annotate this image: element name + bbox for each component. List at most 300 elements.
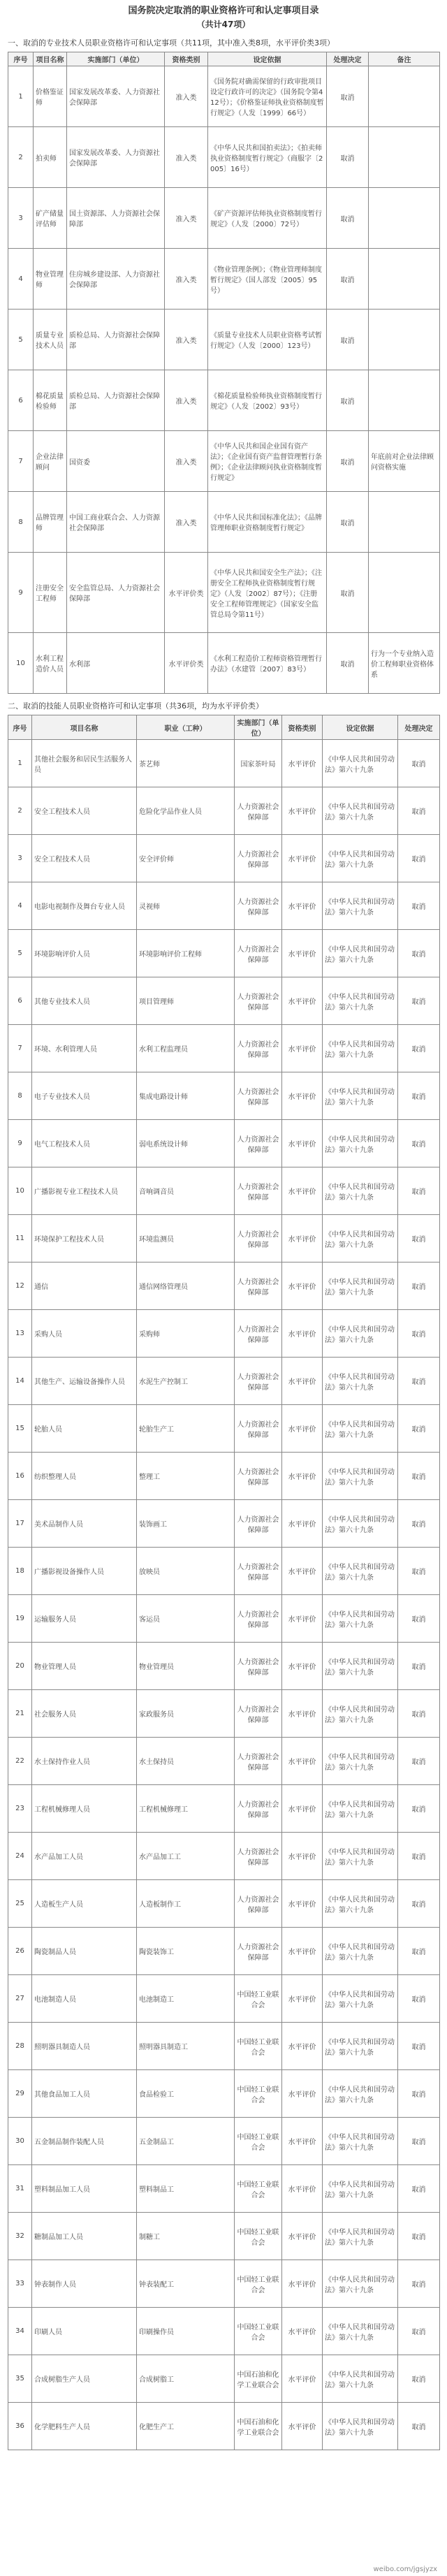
item-name: 电子专业技术人员	[32, 1072, 137, 1120]
item-name: 社会服务人员	[32, 1690, 137, 1738]
occupation: 采购师	[137, 1310, 235, 1358]
qualification-type: 水平评价	[282, 1785, 323, 1833]
qualification-type: 水平评价	[282, 1025, 323, 1072]
department: 人力资源社会保障部	[235, 1785, 282, 1833]
department: 人力资源社会保障部	[235, 1928, 282, 1975]
qualification-type: 水平评价	[282, 1310, 323, 1358]
table-header-row	[8, 715, 440, 740]
table-row	[8, 930, 440, 977]
table-row	[8, 1548, 440, 1595]
qualification-type: 水平评价	[282, 1453, 323, 1500]
table-row	[8, 882, 440, 930]
item-name: 轮胎人员	[32, 1405, 137, 1453]
legal-basis: 《中华人民共和国劳动法》第六十九条	[323, 1072, 398, 1120]
row-number: 18	[8, 1548, 32, 1595]
note: 行为一个专业纳入造价工程师职业资格体系	[369, 633, 440, 694]
qualification-type: 水平评价	[282, 740, 323, 787]
occupation: 安全评价师	[137, 835, 235, 882]
occupation: 照明器具制造工	[137, 2023, 235, 2070]
department: 中国轻工业联合会	[235, 2165, 282, 2213]
item-name: 环境影响评价人员	[32, 930, 137, 977]
table-row	[8, 1215, 440, 1262]
qualification-type: 准入类	[165, 431, 208, 492]
item-name: 物业管理师	[34, 249, 67, 310]
table-row	[8, 1880, 440, 1928]
legal-basis: 《中华人民共和国劳动法》第六十九条	[323, 930, 398, 977]
occupation: 灵视师	[137, 882, 235, 930]
table-row	[8, 1453, 440, 1500]
item-name: 电池制造人员	[32, 1975, 137, 2023]
legal-basis: 《中华人民共和国劳动法》第六十九条	[323, 977, 398, 1025]
occupation: 陶瓷装饰工	[137, 1928, 235, 1975]
department: 人力资源社会保障部	[235, 1405, 282, 1453]
note: 年底前对企业法律顾问资格实施	[369, 431, 440, 492]
table-row	[8, 431, 440, 492]
section1-heading: 一、取消的专业技术人员职业资格许可和认定事项（共11项，其中准入类8项，水平评价类3项）	[8, 38, 335, 48]
row-number: 10	[8, 633, 34, 694]
item-name: 质量专业技术人员	[34, 310, 67, 370]
row-number: 34	[8, 2308, 32, 2355]
occupation: 弱电系统设计师	[137, 1120, 235, 1167]
qualification-type: 水平评价	[282, 1975, 323, 2023]
occupation: 食品检验工	[137, 2070, 235, 2118]
column-header: 资格类别	[282, 715, 323, 740]
column-header: 处理决定	[327, 52, 369, 66]
column-header: 设定依据	[208, 52, 327, 66]
decision: 取消	[398, 2023, 440, 2070]
item-name: 环境、水利管理人员	[32, 1025, 137, 1072]
occupation: 水产品加工工	[137, 1833, 235, 1880]
table-row	[8, 740, 440, 787]
legal-basis: 《中华人民共和国劳动法》第六十九条	[323, 882, 398, 930]
table-row	[8, 835, 440, 882]
decision: 取消	[398, 1643, 440, 1690]
department: 中国轻工业联合会	[235, 2070, 282, 2118]
department: 国家茶叶局	[235, 740, 282, 787]
decision: 取消	[398, 2070, 440, 2118]
legal-basis: 《棉花质量检验师执业资格制度暂行规定》（人发〔2002〕93号）	[208, 370, 327, 431]
legal-basis: 《矿产资源评估师执业资格制度暂行规定》（人发〔2000〕72号）	[208, 188, 327, 249]
item-name: 工程机械修理人员	[32, 1785, 137, 1833]
legal-basis: 《中华人民共和国劳动法》第六十九条	[323, 787, 398, 835]
qualification-type: 水平评价	[282, 2070, 323, 2118]
legal-basis: 《中华人民共和国劳动法》第六十九条	[323, 1690, 398, 1738]
item-name: 纺织整理人员	[32, 1453, 137, 1500]
row-number: 25	[8, 1880, 32, 1928]
occupation: 放映员	[137, 1548, 235, 1595]
row-number: 26	[8, 1928, 32, 1975]
table-row	[8, 127, 440, 188]
qualification-type: 准入类	[165, 249, 208, 310]
legal-basis: 《物业管理条例》；《物业管理师制度暂行规定》（国人部发〔2005〕95号）	[208, 249, 327, 310]
decision: 取消	[398, 1453, 440, 1500]
table-row	[8, 1405, 440, 1453]
column-header: 项目名称	[34, 52, 67, 66]
legal-basis: 《中华人民共和国标准化法》；《品牌管理师职业资格制度暂行规定》	[208, 492, 327, 553]
legal-basis: 《中华人民共和国劳动法》第六十九条	[323, 1405, 398, 1453]
item-name: 其他专业技术人员	[32, 977, 137, 1025]
decision: 取消	[398, 1738, 440, 1785]
qualification-type: 水平评价	[282, 2023, 323, 2070]
decision: 取消	[398, 2165, 440, 2213]
item-name: 注册安全工程师	[34, 553, 67, 633]
table-row	[8, 1310, 440, 1358]
qualification-type: 水平评价类	[165, 633, 208, 694]
decision: 取消	[327, 249, 369, 310]
row-number: 24	[8, 1833, 32, 1880]
item-name: 电气工程技术人员	[32, 1120, 137, 1167]
note	[369, 249, 440, 310]
row-number: 20	[8, 1643, 32, 1690]
item-name: 水利工程造价人员	[34, 633, 67, 694]
department: 中国轻工业联合会	[235, 2308, 282, 2355]
decision: 取消	[398, 1595, 440, 1643]
qualification-type: 水平评价	[282, 1072, 323, 1120]
qualification-type: 水平评价	[282, 1595, 323, 1643]
qualification-type: 水平评价	[282, 1643, 323, 1690]
qualification-type: 水平评价	[282, 977, 323, 1025]
item-name: 其他生产、运输设备操作人员	[32, 1358, 137, 1405]
legal-basis: 《中华人民共和国劳动法》第六十九条	[323, 1167, 398, 1215]
item-name: 环境保护工程技术人员	[32, 1215, 137, 1262]
occupation: 环境影响评价工程师	[137, 930, 235, 977]
legal-basis: 《中华人民共和国劳动法》第六十九条	[323, 1358, 398, 1405]
column-header: 实施部门（单位）	[235, 715, 282, 740]
item-name: 电影电视制作及舞台专业人员	[32, 882, 137, 930]
item-name: 糖制品加工人员	[32, 2213, 137, 2260]
item-name: 广播影视设备操作人员	[32, 1548, 137, 1595]
item-name: 物业管理人员	[32, 1643, 137, 1690]
occupation: 水泥生产控制工	[137, 1358, 235, 1405]
column-header: 序号	[8, 52, 34, 66]
qualification-type: 水平评价	[282, 1833, 323, 1880]
occupation: 危险化学品作业人员	[137, 787, 235, 835]
row-number: 32	[8, 2213, 32, 2260]
decision: 取消	[398, 1500, 440, 1548]
legal-basis: 《中华人民共和国劳动法》第六十九条	[323, 1880, 398, 1928]
legal-basis: 《中华人民共和国劳动法》第六十九条	[323, 1025, 398, 1072]
legal-basis: 《中华人民共和国劳动法》第六十九条	[323, 2355, 398, 2403]
department: 人力资源社会保障部	[235, 1643, 282, 1690]
table-row	[8, 1785, 440, 1833]
occupation: 钟表装配工	[137, 2260, 235, 2308]
department: 人力资源社会保障部	[235, 1453, 282, 1500]
column-header: 实施部门（单位）	[67, 52, 165, 66]
table-row	[8, 2403, 440, 2450]
legal-basis: 《中华人民共和国劳动法》第六十九条	[323, 1548, 398, 1595]
note	[369, 553, 440, 633]
item-name: 照明器具制造人员	[32, 2023, 137, 2070]
table-row	[8, 1595, 440, 1643]
qualification-type: 水平评价	[282, 1405, 323, 1453]
decision: 取消	[327, 431, 369, 492]
row-number: 11	[8, 1215, 32, 1262]
item-name: 广播影视专业工程技术人员	[32, 1167, 137, 1215]
decision: 取消	[398, 1025, 440, 1072]
table-row	[8, 310, 440, 370]
occupation: 五金制品工	[137, 2118, 235, 2165]
legal-basis: 《中华人民共和国企业国有资产法》；《企业国有资产监督管理暂行条例》；《企业法律顾问执业资格制度暂行规定》	[208, 431, 327, 492]
qualification-type: 水平评价	[282, 1548, 323, 1595]
decision: 取消	[398, 740, 440, 787]
table-row	[8, 1928, 440, 1975]
table-row	[8, 1643, 440, 1690]
occupation: 印刷操作员	[137, 2308, 235, 2355]
legal-basis: 《中华人民共和国劳动法》第六十九条	[323, 1785, 398, 1833]
decision: 取消	[398, 1262, 440, 1310]
qualification-type: 水平评价	[282, 1167, 323, 1215]
item-name: 价格鉴证师	[34, 66, 67, 127]
legal-basis: 《中华人民共和国劳动法》第六十九条	[323, 1262, 398, 1310]
table-row	[8, 2308, 440, 2355]
watermark-text: weibo.com/jgsjyzx	[373, 2566, 437, 2573]
row-number: 7	[8, 431, 34, 492]
qualification-type: 水平评价	[282, 1738, 323, 1785]
department: 人力资源社会保障部	[235, 1310, 282, 1358]
table-row	[8, 1262, 440, 1310]
column-header: 职业（工种）	[137, 715, 235, 740]
department: 人力资源社会保障部	[235, 1215, 282, 1262]
table-header-row	[8, 52, 440, 66]
department: 人力资源社会保障部	[235, 1262, 282, 1310]
item-name: 人造板生产人员	[32, 1880, 137, 1928]
department: 人力资源社会保障部	[235, 882, 282, 930]
decision: 取消	[398, 1167, 440, 1215]
table-row	[8, 249, 440, 310]
row-number: 22	[8, 1738, 32, 1785]
qualification-type: 准入类	[165, 127, 208, 188]
legal-basis: 《中华人民共和国劳动法》第六十九条	[323, 1120, 398, 1167]
column-header: 项目名称	[32, 715, 137, 740]
qualification-type: 水平评价	[282, 2213, 323, 2260]
occupation: 工程机械修理工	[137, 1785, 235, 1833]
decision: 取消	[327, 188, 369, 249]
table-row	[8, 1975, 440, 2023]
item-name: 品牌管理师	[34, 492, 67, 553]
decision: 取消	[398, 1690, 440, 1738]
qualification-type: 准入类	[165, 310, 208, 370]
decision: 取消	[327, 310, 369, 370]
decision: 取消	[398, 1215, 440, 1262]
qualification-type: 准入类	[165, 492, 208, 553]
row-number: 21	[8, 1690, 32, 1738]
department: 住房城乡建设部、人力资源社会保障部	[67, 249, 165, 310]
occupation: 音响调音员	[137, 1167, 235, 1215]
qualification-type: 水平评价	[282, 1928, 323, 1975]
department: 人力资源社会保障部	[235, 1738, 282, 1785]
note	[369, 370, 440, 431]
decision: 取消	[398, 1833, 440, 1880]
row-number: 5	[8, 930, 32, 977]
row-number: 3	[8, 835, 32, 882]
row-number: 15	[8, 1405, 32, 1453]
row-number: 2	[8, 787, 32, 835]
legal-basis: 《中华人民共和国劳动法》第六十九条	[323, 740, 398, 787]
item-name: 拍卖师	[34, 127, 67, 188]
column-header: 资格类别	[165, 52, 208, 66]
item-name: 陶瓷制品人员	[32, 1928, 137, 1975]
note	[369, 66, 440, 127]
qualification-type: 水平评价	[282, 1500, 323, 1548]
table-row	[8, 188, 440, 249]
table-row	[8, 1833, 440, 1880]
occupation: 人造板制作工	[137, 1880, 235, 1928]
department: 人力资源社会保障部	[235, 1120, 282, 1167]
table-row	[8, 1072, 440, 1120]
legal-basis: 《中华人民共和国劳动法》第六十九条	[323, 1500, 398, 1548]
legal-basis: 《中华人民共和国劳动法》第六十九条	[323, 1833, 398, 1880]
qualification-type: 水平评价	[282, 1690, 323, 1738]
row-number: 1	[8, 66, 34, 127]
legal-basis: 《中华人民共和国劳动法》第六十九条	[323, 2308, 398, 2355]
legal-basis: 《国务院对确需保留的行政审批项目设定行政许可的决定》（国务院令第412号）；《价格鉴证师执业资格制度暂行规定》（人发〔1999〕66号）	[208, 66, 327, 127]
note	[369, 492, 440, 553]
qualification-type: 水平评价	[282, 835, 323, 882]
row-number: 2	[8, 127, 34, 188]
legal-basis: 《中华人民共和国劳动法》第六十九条	[323, 2260, 398, 2308]
decision: 取消	[398, 882, 440, 930]
item-name: 其他社会服务和居民生活服务人员	[32, 740, 137, 787]
qualification-type: 水平评价	[282, 2308, 323, 2355]
table-row	[8, 1690, 440, 1738]
row-number: 8	[8, 1072, 32, 1120]
item-name: 水产品加工人员	[32, 1833, 137, 1880]
department: 人力资源社会保障部	[235, 1358, 282, 1405]
item-name: 安全工程技术人员	[32, 787, 137, 835]
legal-basis: 《中华人民共和国劳动法》第六十九条	[323, 2213, 398, 2260]
occupation: 水土保持员	[137, 1738, 235, 1785]
decision: 取消	[398, 1120, 440, 1167]
table-row	[8, 1120, 440, 1167]
item-name: 钟表制作人员	[32, 2260, 137, 2308]
table-row	[8, 66, 440, 127]
item-name: 采购人员	[32, 1310, 137, 1358]
legal-basis: 《中华人民共和国劳动法》第六十九条	[323, 2023, 398, 2070]
decision: 取消	[398, 977, 440, 1025]
row-number: 6	[8, 370, 34, 431]
decision: 取消	[327, 66, 369, 127]
department: 中国轻工业联合会	[235, 2213, 282, 2260]
occupation: 整理工	[137, 1453, 235, 1500]
legal-basis: 《中华人民共和国劳动法》第六十九条	[323, 2118, 398, 2165]
department: 中国轻工业联合会	[235, 2260, 282, 2308]
decision: 取消	[398, 835, 440, 882]
department: 人力资源社会保障部	[235, 1595, 282, 1643]
department: 安全监管总局、人力资源社会保障部	[67, 553, 165, 633]
item-name: 运输服务人员	[32, 1595, 137, 1643]
row-number: 17	[8, 1500, 32, 1548]
occupation: 项目管理师	[137, 977, 235, 1025]
decision: 取消	[327, 127, 369, 188]
legal-basis: 《水利工程造价工程师资格管理暂行办法》（水建管〔2007〕83号）	[208, 633, 327, 694]
occupation: 集成电路设计师	[137, 1072, 235, 1120]
qualification-type: 水平评价	[282, 787, 323, 835]
department: 国家发展改革委、人力资源社会保障部	[67, 66, 165, 127]
table-row	[8, 977, 440, 1025]
decision: 取消	[398, 787, 440, 835]
item-name: 安全工程技术人员	[32, 835, 137, 882]
legal-basis: 《中华人民共和国劳动法》第六十九条	[323, 1643, 398, 1690]
occupation: 客运员	[137, 1595, 235, 1643]
row-number: 1	[8, 740, 32, 787]
department: 人力资源社会保障部	[235, 1025, 282, 1072]
table-row	[8, 2355, 440, 2403]
department: 中国轻工业联合会	[235, 1975, 282, 2023]
qualification-type: 水平评价	[282, 1262, 323, 1310]
department: 人力资源社会保障部	[235, 1833, 282, 1880]
table-row	[8, 370, 440, 431]
department: 人力资源社会保障部	[235, 1072, 282, 1120]
qualification-type: 水平评价	[282, 1358, 323, 1405]
table-row	[8, 2070, 440, 2118]
decision: 取消	[398, 1405, 440, 1453]
decision: 取消	[398, 1975, 440, 2023]
decision: 取消	[327, 633, 369, 694]
table-row	[8, 1167, 440, 1215]
legal-basis: 《中华人民共和国劳动法》第六十九条	[323, 2070, 398, 2118]
qualification-type: 水平评价	[282, 1215, 323, 1262]
table-row	[8, 553, 440, 633]
professional-qualification-table	[8, 52, 440, 694]
row-number: 13	[8, 1310, 32, 1358]
row-number: 12	[8, 1262, 32, 1310]
legal-basis: 《中华人民共和国安全生产法》；《注册安全工程师执业资格制度暂行规定》（人发〔2002〕87号）；《注册安全工程师管理规定》（国家安全监管总局令第11号）	[208, 553, 327, 633]
decision: 取消	[327, 370, 369, 431]
decision: 取消	[398, 2403, 440, 2450]
item-name: 矿产储量评估师	[34, 188, 67, 249]
row-number: 10	[8, 1167, 32, 1215]
row-number: 4	[8, 882, 32, 930]
row-number: 16	[8, 1453, 32, 1500]
occupation: 合成树脂工	[137, 2355, 235, 2403]
row-number: 7	[8, 1025, 32, 1072]
qualification-type: 水平评价	[282, 2355, 323, 2403]
decision: 取消	[398, 2355, 440, 2403]
decision: 取消	[398, 2118, 440, 2165]
decision: 取消	[398, 1880, 440, 1928]
legal-basis: 《中华人民共和国拍卖法》；《拍卖师执业资格制度暂行规定》（商服字〔2005〕16号）	[208, 127, 327, 188]
decision: 取消	[398, 2308, 440, 2355]
row-number: 9	[8, 1120, 32, 1167]
qualification-type: 水平评价	[282, 1120, 323, 1167]
table-row	[8, 2165, 440, 2213]
decision: 取消	[398, 1310, 440, 1358]
legal-basis: 《中华人民共和国劳动法》第六十九条	[323, 1928, 398, 1975]
occupation: 轮胎生产工	[137, 1405, 235, 1453]
decision: 取消	[398, 2213, 440, 2260]
occupation: 物业管理员	[137, 1643, 235, 1690]
table-row	[8, 2260, 440, 2308]
row-number: 9	[8, 553, 34, 633]
skill-qualification-table	[8, 715, 440, 2450]
department: 中国轻工业联合会	[235, 2023, 282, 2070]
legal-basis: 《中华人民共和国劳动法》第六十九条	[323, 835, 398, 882]
item-name: 合成树脂生产人员	[32, 2355, 137, 2403]
department: 质检总局、人力资源社会保障部	[67, 370, 165, 431]
row-number: 36	[8, 2403, 32, 2450]
occupation: 水利工程监理员	[137, 1025, 235, 1072]
legal-basis: 《中华人民共和国劳动法》第六十九条	[323, 1738, 398, 1785]
row-number: 35	[8, 2355, 32, 2403]
item-name: 美术品制作人员	[32, 1500, 137, 1548]
occupation: 电池制造工	[137, 1975, 235, 2023]
legal-basis: 《中华人民共和国劳动法》第六十九条	[323, 2165, 398, 2213]
column-header: 设定依据	[323, 715, 398, 740]
occupation: 家政服务员	[137, 1690, 235, 1738]
note	[369, 188, 440, 249]
item-name: 企业法律顾问	[34, 431, 67, 492]
department: 人力资源社会保障部	[235, 1167, 282, 1215]
